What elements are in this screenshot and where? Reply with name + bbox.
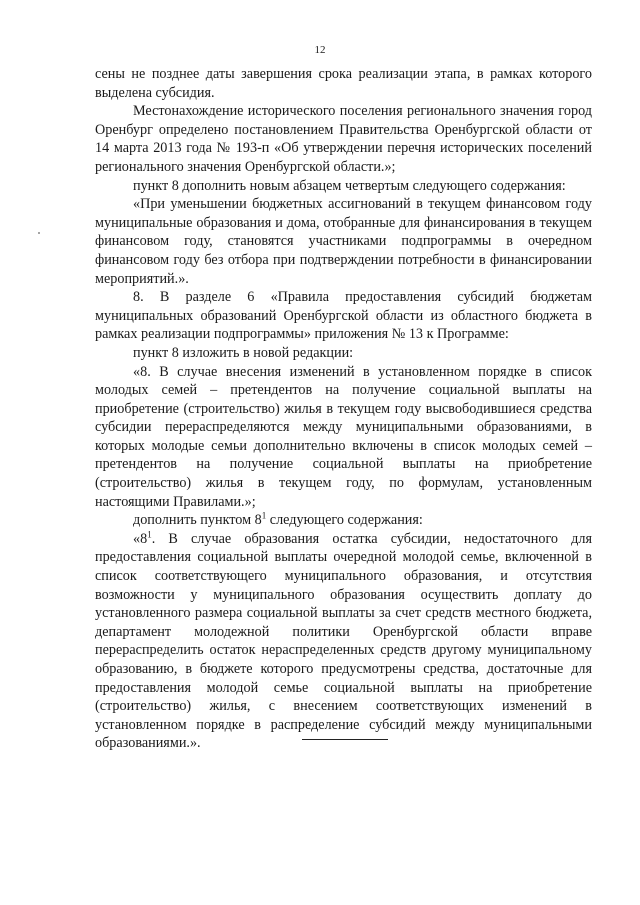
paragraph-quote-budget: «При уменьшении бюджетных ассигнований в текущем финансовом году муниципальные образования и дома, отобранные для финансирования в текущем финансовом году, становятся участниками подпрограммы в очередном финансовом году без отбора при подтверждении потребности в финансировании мероприятий.». <box>95 196 592 287</box>
paragraph-quote-point-8-1 <box>95 530 592 753</box>
paragraph-new-edition: пункт 8 изложить в новой редакции: <box>133 344 354 361</box>
paragraph-quote-point-8: «8. В случае внесения изменений в установленном порядке в список молодых семей – претендентов на получение социальной выплаты на приобретение (строительство) жилья в текущем году высвободившиеся средства субсидии перераспределяются между муниципальными образованиями, в которых молодые семьи дополнительно включены в список молодых семей – претендентов на получение социальной выплаты на приобретение (строительство) жилья в текущем году, по формулам, установленным настоящими Правилами.»; <box>95 363 592 510</box>
text-fragment: . В случае образования остатка субсидии, недостаточного для предоставления социальной выплаты очередной молодой семье, включенной в список соответствующего муниципального образования, и отсутствия возможности у муниципального образования осуществить доплату до установленного размера социальной выплаты за счет средств местного бюджета, департамент молодежной политики Оренбургской области вправе перераспределить остаток нераспределенных средств другому муниципальному образованию, в бюджете которого предусмотрены средства, достаточные для предоставления молодой семье социальной выплаты на приобретение (строительство) жилья, с внесением соответствующих изменений в установленном порядке в распределение субсидий между муниципальными образованиями.». <box>95 530 592 752</box>
superscript: 1 <box>261 510 267 521</box>
document-body <box>95 65 592 753</box>
text-fragment: «8 <box>133 530 148 547</box>
text-fragment: дополнить пунктом 8 <box>133 512 262 529</box>
paragraph-amend-point-8: пункт 8 дополнить новым абзацем четвертым следующего содержания: <box>133 177 566 194</box>
paragraph-add-point-8-1 <box>95 511 592 530</box>
text-fragment: следующего содержания: <box>266 512 423 529</box>
end-divider <box>302 739 388 740</box>
page-number: 12 <box>314 44 326 56</box>
superscript: 1 <box>147 529 152 540</box>
paragraph-section-6: 8. В разделе 6 «Правила предоставления субсидий бюджетам муниципальных образований Оренбургской области из областного бюджета в рамках реализации подпрограммы» приложения № 13 к Программе: <box>95 289 592 343</box>
margin-mark <box>38 232 40 234</box>
paragraph-continuation: сены не позднее даты завершения срока реализации этапа, в рамках которого выделена субсидия. <box>95 66 592 101</box>
paragraph-historical-settlement: Местонахождение исторического поселения регионального значения город Оренбург определено постановлением Правительства Оренбургской области от 14 марта 2013 года № 193-п «Об утверждении перечня исторических поселений регионального значения Оренбургской области.»; <box>95 103 592 175</box>
